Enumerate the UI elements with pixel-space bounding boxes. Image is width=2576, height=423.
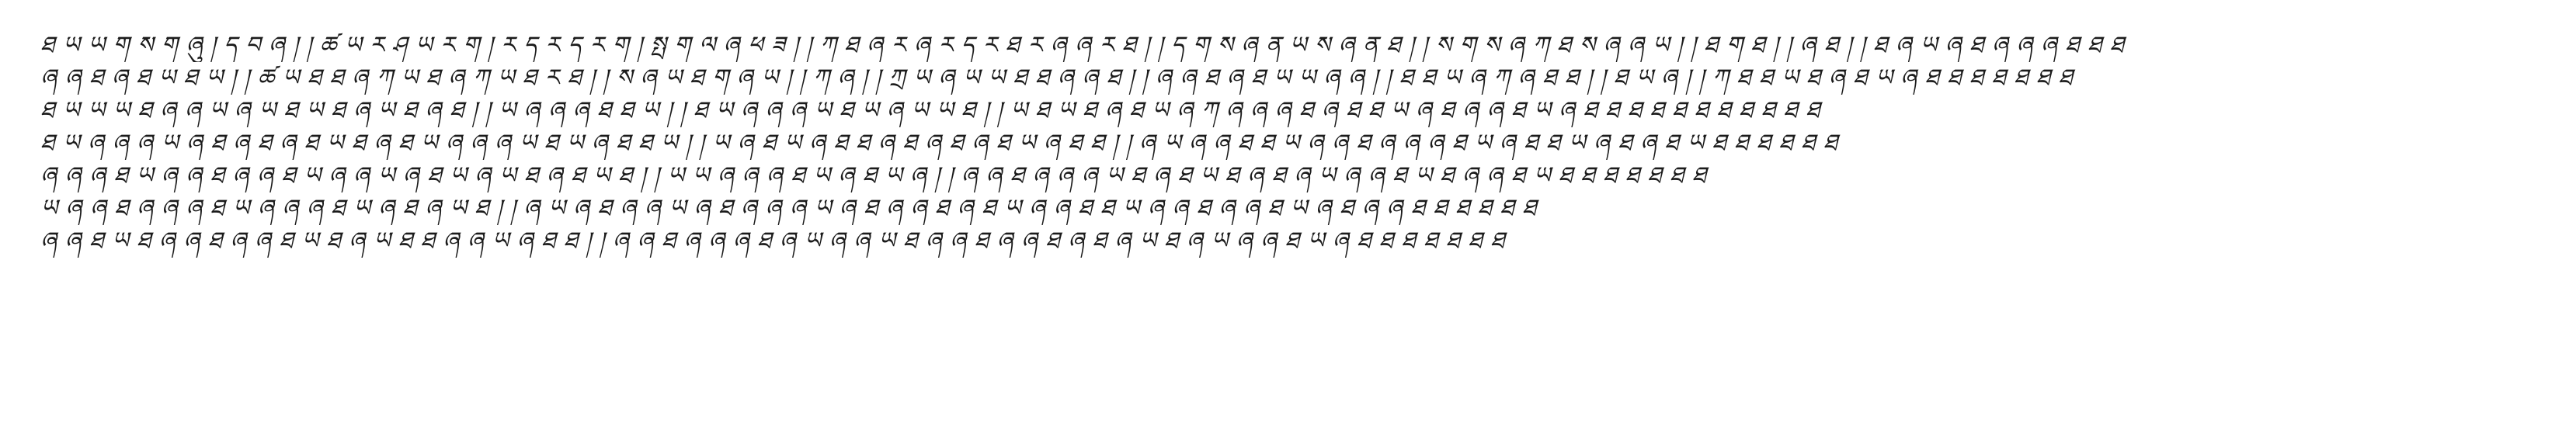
- manuscript-line-2: ཞ ཞ ཐ ཞ ཐ ཡ ཐ ཡ ། ། ཚ ཡ ཐ ཐ ཞ ཀ ཡ ཐ ཞ ཀ ཡ ཐ ར ཐ ། ། ས ཞ ཡ ཐ ག ཞ ཡ ། ། ཀ ཞ ། ། ཀྲ ཡ ཞ ཡ ཡ ཐ ཐ ཞ ཞ ཐ ། ། ཞ ཞ ཐ ཞ ཐ ཡ ཡ ཞ ཞ ། ། ཐ ཐ ཡ ཞ ཀ ཞ ཐ ཐ ། ། ཐ ཡ ཞ ། ། ཀ ཐ ཐ ཡ ཐ ཞ ཐ ཡ ཞ ཐ ཐ ཐ ཐ ཐ ཐ ཐ: [40, 64, 2074, 92]
- manuscript-line-5: ཞ ཞ ཞ ཐ ཡ ཞ ཞ ཐ ཞ ཞ ཐ ཡ ཞ ཞ ཡ ཞ ཐ ཡ ཞ ཡ ཐ ཞ ཐ ཡ ཐ ། ། ཡ ཡ ཞ ཞ ཞ ཐ ཡ ཞ ཐ ཡ ཞ ། ། ཞ ཞ ཐ ཞ ཞ ཞ ཡ ཐ ཞ ཐ ཡ ཐ ཞ ཐ ཞ ཡ ཞ ཞ ཐ ཡ ཐ ཞ ཞ ཐ ཡ ཐ ཐ ཐ ཐ ཐ ཐ ཐ: [40, 162, 1707, 189]
- manuscript-text-block: [40, 29, 2549, 258]
- manuscript-line-7: ཞ ཞ ཐ ཡ ཐ ཞ ཞ ཐ ཞ ཞ ཐ ཡ ཐ ཞ ཡ ཐ ཐ ཞ ཞ ཡ ཞ ཐ ཐ ། ། ཞ ཞ ཐ ཞ ཞ ཞ ཐ ཞ ཡ ཞ ཞ ཡ ཐ ཞ ཞ ཐ ཞ ཞ ཐ ཞ ཐ ཞ ཡ ཐ ཞ ཡ ཞ ཞ ཐ ཡ ཞ ཐ ཐ ཐ ཐ ཐ ཐ ཐ: [40, 227, 1505, 255]
- manuscript-line-4: ཐ ཡ ཞ ཞ ཞ ཡ ཞ ཐ ཞ ཐ ཞ ཐ ཡ ཐ ཞ ཐ ཡ ཞ ཞ ཞ ཡ ཐ ཡ ཞ ཐ ཐ ཡ ། ། ཡ ཞ ཐ ཡ ཞ ཐ ཐ ཞ ཐ ཞ ཐ ཞ ཐ ཡ ཞ ཐ ཐ ། ། ཞ ཡ ཞ ཞ ཐ ཐ ཡ ཞ ཞ ཐ ཞ ཞ ཞ ཐ ཡ ཞ ཐ ཐ ཡ ཞ ཐ ཞ ཐ ཡ ཐ ཐ ཐ ཐ ཐ ཐ: [40, 130, 1838, 157]
- manuscript-line-1: ཐ ཡ ཡ ག ས ག ཞུ ། ད བ ཞ ། ། ཚ ཡ ར ཤ ཡ ར ག ། ར ད ར ད ར ག ། སྤ ག ལ ཞ ཕ ཟ ། ། ཀ ཐ ཞ ར ཞ ར ད ར ཐ ར ཞ ཞ ར ཐ ། ། ད ག ས ཞ ན ཡ ས ཞ ན ཐ ། ། ས ག ས ཞ ཀ ཐ ས ཞ ཞ ཡ ། ། ཐ ག ཐ ། ། ཞ ཐ ། ། ཐ ཞ ཡ ཞ ཐ ཞ ཞ ཞ ཐ ཐ ཐ: [40, 32, 2125, 59]
- manuscript-line-3: ཐ ཡ ཡ ཡ ཐ ཞ ཞ ཡ ཞ ཡ ཐ ཡ ཐ ཞ ཡ ཐ ཞ ཐ ། ། ཡ ཞ ཞ ཞ ཐ ཐ ཡ ། ། ཐ ཡ ཞ ཞ ཞ ཡ ཐ ཡ ཞ ཡ ཡ ཐ ། ། ཡ ཐ ཡ ཐ ཞ ཐ ཡ ཞ ཀ ཞ ཞ ཞ ཐ ཞ ཐ ཐ ཡ ཞ ཐ ཞ ཞ ཐ ཡ ཞ ཐ ཐ ཐ ཐ ཐ ཐ ཐ ཐ ཐ ཐ ཐ: [40, 97, 1820, 124]
- manuscript-line-6: ཡ ཞ ཞ ཐ ཞ ཞ ཞ ཐ ཡ ཞ ཞ ཞ ཐ ཡ ཞ ཐ ཞ ཡ ཐ ། ། ཞ ཡ ཞ ཐ ཞ ཞ ཡ ཞ ཐ ཞ ཞ ཞ ཡ ཞ ཐ ཞ ཞ ཐ ཞ ཐ ཡ ཞ ཞ ཐ ཐ ཡ ཞ ཞ ཐ ཞ ཞ ཐ ཡ ཞ ཐ ཞ ཞ ཐ ཐ ཐ ཐ ཐ ཐ: [40, 195, 1537, 222]
